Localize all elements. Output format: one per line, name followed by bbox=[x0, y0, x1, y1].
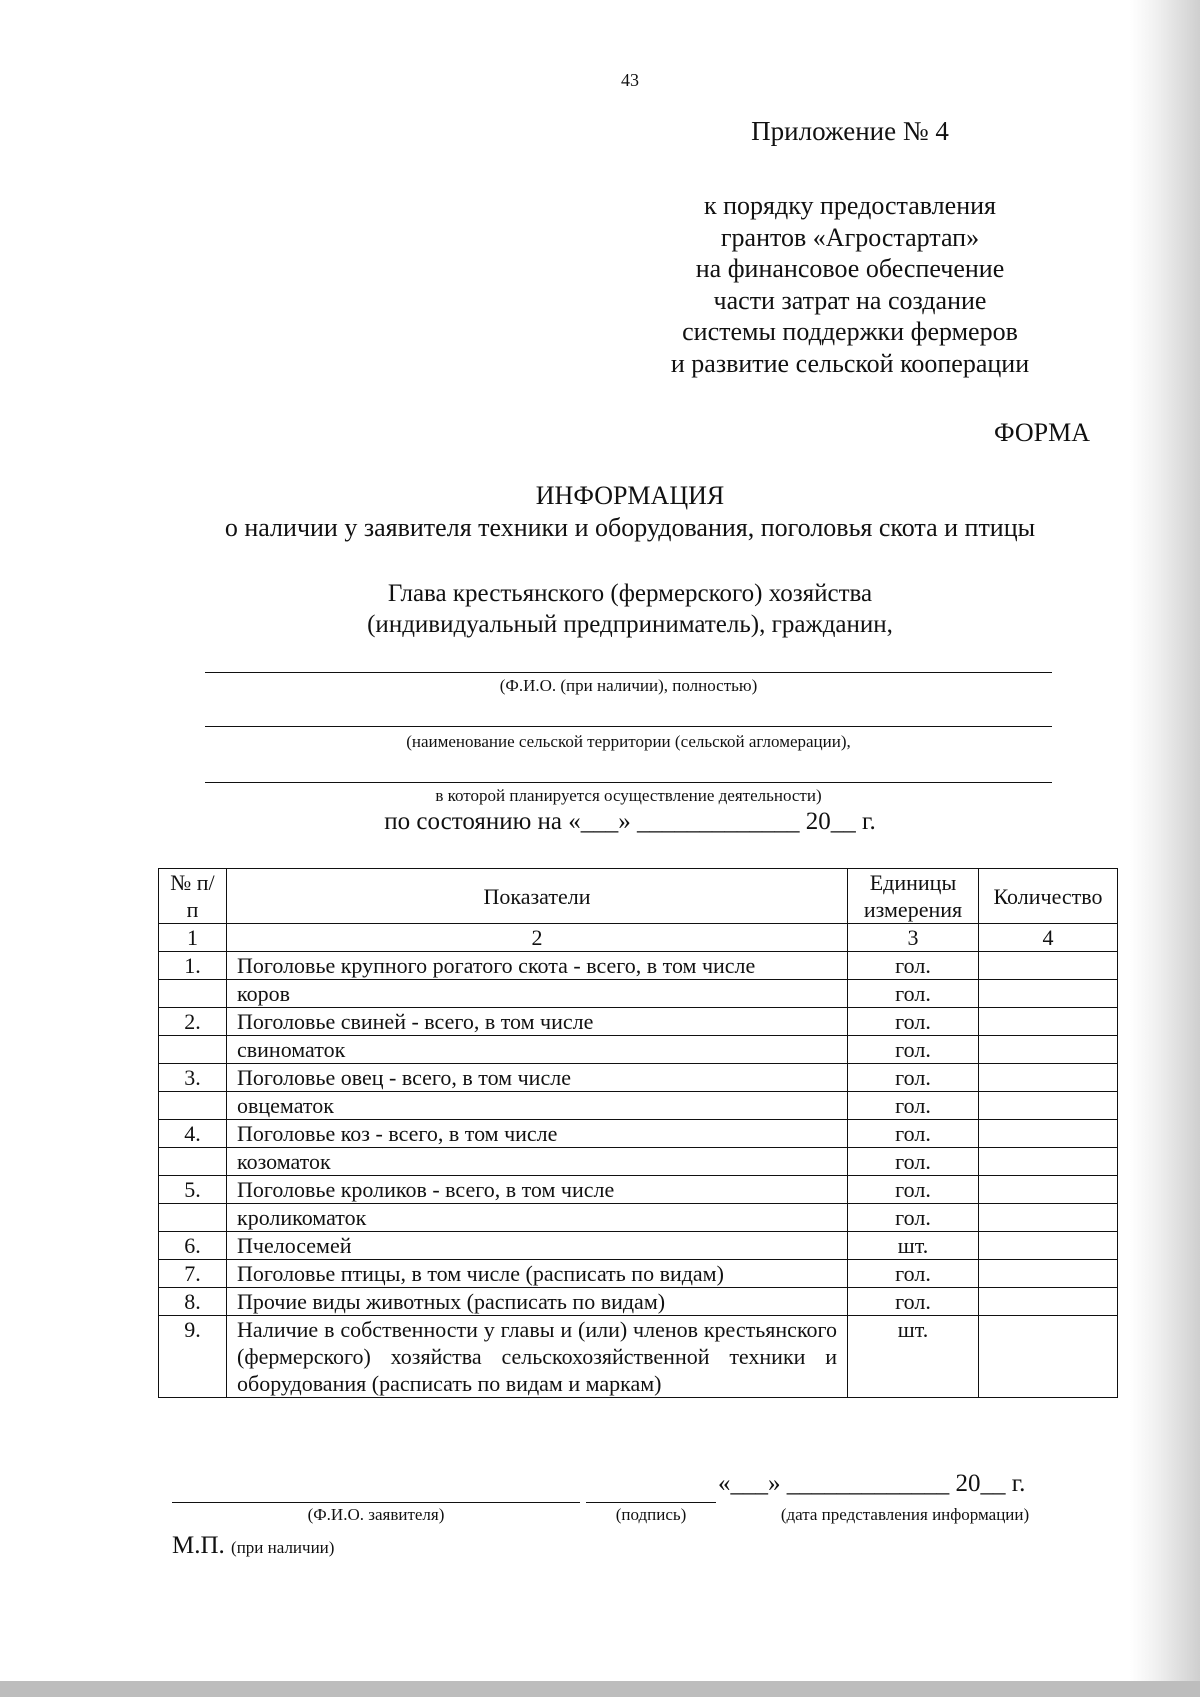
table-row bbox=[159, 1008, 1118, 1036]
appendix-line: к порядку предоставления bbox=[704, 191, 996, 220]
subject-line-1: Глава крестьянского (фермерского) хозяйства bbox=[387, 580, 873, 607]
applicant-subject bbox=[0, 578, 1200, 640]
row-num: 6. bbox=[159, 1232, 227, 1260]
appendix-line: системы поддержки фермеров bbox=[682, 317, 1018, 346]
row-label: Прочие виды животных (расписать по видам) bbox=[227, 1288, 848, 1316]
row-num: 8. bbox=[159, 1288, 227, 1316]
row-qty-cell[interactable] bbox=[979, 1316, 1118, 1398]
row-unit: гол. bbox=[848, 980, 979, 1008]
col-index: 4 bbox=[979, 924, 1118, 952]
row-unit: гол. bbox=[848, 1148, 979, 1176]
page-number: 43 bbox=[621, 70, 639, 90]
row-num: 4. bbox=[159, 1120, 227, 1148]
row-label: Поголовье крупного рогатого скота - всего, в том числе bbox=[227, 952, 848, 980]
activity-caption: в которой планируется осуществление деятельности) bbox=[435, 786, 822, 805]
row-qty-cell[interactable] bbox=[979, 1008, 1118, 1036]
row-unit: шт. bbox=[848, 1232, 979, 1260]
activity-fill-line[interactable] bbox=[205, 782, 1052, 783]
table-row bbox=[159, 1176, 1118, 1204]
row-num bbox=[159, 1036, 227, 1064]
row-num: 9. bbox=[159, 1316, 227, 1398]
header-indicator: Показатели bbox=[227, 869, 848, 924]
row-num: 3. bbox=[159, 1064, 227, 1092]
row-label: овцематок bbox=[227, 1092, 848, 1120]
row-unit: гол. bbox=[848, 1036, 979, 1064]
heading-title: ИНФОРМАЦИЯ bbox=[535, 481, 725, 510]
row-qty-cell[interactable] bbox=[979, 1120, 1118, 1148]
row-unit: гол. bbox=[848, 1176, 979, 1204]
row-label: козоматок bbox=[227, 1148, 848, 1176]
row-qty-cell[interactable] bbox=[979, 1036, 1118, 1064]
row-unit: гол. bbox=[848, 1064, 979, 1092]
signature-caption: (подпись) bbox=[615, 1505, 687, 1524]
heading-subtitle: о наличии у заявителя техники и оборудования, поголовья скота и птицы bbox=[224, 513, 1036, 542]
col-index: 2 bbox=[227, 924, 848, 952]
row-label: Поголовье коз - всего, в том числе bbox=[227, 1120, 848, 1148]
fio-fill-line[interactable] bbox=[205, 672, 1052, 673]
col-index: 3 bbox=[848, 924, 979, 952]
applicant-name-caption: (Ф.И.О. заявителя) bbox=[307, 1505, 445, 1524]
row-qty-cell[interactable] bbox=[979, 1092, 1118, 1120]
header-num: № п/п bbox=[159, 869, 227, 924]
row-qty-cell[interactable] bbox=[979, 1288, 1118, 1316]
scan-edge-right bbox=[1130, 0, 1200, 1697]
indicators-table bbox=[158, 868, 1118, 1398]
table-row bbox=[159, 1036, 1118, 1064]
row-unit: гол. bbox=[848, 1120, 979, 1148]
table-row bbox=[159, 1204, 1118, 1232]
date-caption: (дата представления информации) bbox=[780, 1505, 1030, 1524]
table-row bbox=[159, 1232, 1118, 1260]
table-row bbox=[159, 1120, 1118, 1148]
row-num bbox=[159, 980, 227, 1008]
appendix-line: грантов «Агростартап» bbox=[720, 222, 980, 252]
row-qty-cell[interactable] bbox=[979, 1148, 1118, 1176]
row-num: 1. bbox=[159, 952, 227, 980]
header-unit: Единицы измерения bbox=[848, 869, 979, 924]
as-of-date[interactable]: по состоянию на «___» _____________ 20__ г. bbox=[384, 808, 876, 835]
col-index: 1 bbox=[159, 924, 227, 952]
scan-edge-bottom bbox=[0, 1681, 1200, 1697]
row-unit: гол. bbox=[848, 1204, 979, 1232]
stamp-place bbox=[172, 1532, 334, 1560]
document-heading bbox=[0, 480, 1200, 544]
row-label: Наличие в собственности у главы и (или) членов крестьянского (фермерского) хозяйства сельскохозяйственной техники и оборудования (расписать по видам и маркам) bbox=[227, 1316, 848, 1398]
table-header-row bbox=[159, 869, 1118, 924]
row-unit: шт. bbox=[848, 1316, 979, 1398]
row-num: 2. bbox=[159, 1008, 227, 1036]
territory-caption: (наименование сельской территории (сельской агломерации), bbox=[406, 732, 851, 751]
table-row bbox=[159, 1064, 1118, 1092]
row-num: 7. bbox=[159, 1260, 227, 1288]
row-label: Пчелосемей bbox=[227, 1232, 848, 1260]
row-num: 5. bbox=[159, 1176, 227, 1204]
territory-fill-line[interactable] bbox=[205, 726, 1052, 727]
fio-caption: (Ф.И.О. (при наличии), полностью) bbox=[499, 676, 758, 695]
row-qty-cell[interactable] bbox=[979, 952, 1118, 980]
applicant-name-line[interactable] bbox=[172, 1502, 580, 1503]
table-row bbox=[159, 952, 1118, 980]
row-unit: гол. bbox=[848, 1092, 979, 1120]
row-unit: гол. bbox=[848, 1008, 979, 1036]
row-label: Поголовье кроликов - всего, в том числе bbox=[227, 1176, 848, 1204]
row-num bbox=[159, 1092, 227, 1120]
appendix-description bbox=[650, 190, 1050, 379]
row-unit: гол. bbox=[848, 952, 979, 980]
table-row bbox=[159, 1288, 1118, 1316]
table-row bbox=[159, 1316, 1118, 1398]
appendix-title: Приложение № 4 bbox=[751, 116, 949, 146]
signature-line[interactable] bbox=[586, 1502, 716, 1503]
column-index-row bbox=[159, 924, 1118, 952]
row-qty-cell[interactable] bbox=[979, 1260, 1118, 1288]
row-label: Поголовье птицы, в том числе (расписать по видам) bbox=[227, 1260, 848, 1288]
row-num bbox=[159, 1204, 227, 1232]
form-label: ФОРМА bbox=[994, 418, 1090, 447]
appendix-line: и развитие сельской кооперации bbox=[670, 348, 1030, 378]
table-row bbox=[159, 1092, 1118, 1120]
row-unit: гол. bbox=[848, 1288, 979, 1316]
appendix-line: на финансовое обеспечение bbox=[695, 254, 1005, 283]
row-qty-cell[interactable] bbox=[979, 980, 1118, 1008]
row-unit: гол. bbox=[848, 1260, 979, 1288]
stamp-note: (при наличии) bbox=[231, 1538, 335, 1557]
table-row bbox=[159, 1148, 1118, 1176]
header-qty: Количество bbox=[979, 869, 1118, 924]
row-num bbox=[159, 1148, 227, 1176]
row-label: Поголовье свиней - всего, в том числе bbox=[227, 1008, 848, 1036]
stamp-label: М.П. bbox=[172, 1532, 225, 1559]
row-qty-cell[interactable] bbox=[979, 1232, 1118, 1260]
table-row bbox=[159, 980, 1118, 1008]
submission-date[interactable]: «___» _____________ 20__ г. bbox=[718, 1470, 1026, 1497]
table-row bbox=[159, 1260, 1118, 1288]
row-label: кроликоматок bbox=[227, 1204, 848, 1232]
row-qty-cell[interactable] bbox=[979, 1176, 1118, 1204]
row-qty-cell[interactable] bbox=[979, 1064, 1118, 1092]
appendix-line: части затрат на создание bbox=[713, 285, 987, 315]
row-label: свиноматок bbox=[227, 1036, 848, 1064]
row-label: Поголовье овец - всего, в том числе bbox=[227, 1064, 848, 1092]
subject-line-2: (индивидуальный предприниматель), гражданин, bbox=[367, 611, 893, 638]
row-qty-cell[interactable] bbox=[979, 1204, 1118, 1232]
row-label: коров bbox=[227, 980, 848, 1008]
